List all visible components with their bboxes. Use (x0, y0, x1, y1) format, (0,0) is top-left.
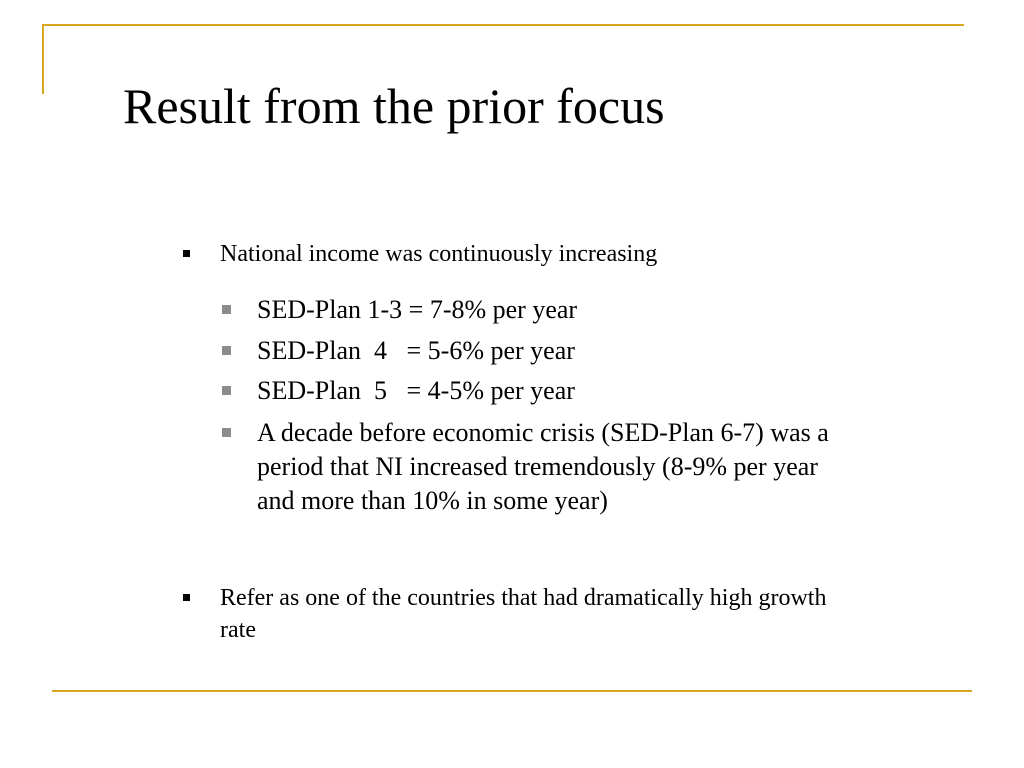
sub-bullet-text: SED-Plan 1-3 = 7-8% per year (257, 295, 578, 324)
square-sub-bullet-icon (222, 428, 231, 437)
bullet-text: National income was continuously increasing (220, 241, 658, 267)
sub-bullet-text: SED-Plan 5 = 4-5% per year (257, 376, 575, 405)
frame-bottom-rule (52, 690, 972, 692)
sub-bullet-text: A decade before economic crisis (SED-Plan 6-7) was a period that NI increased tremendously (8-9% per year and more than 10% in some year) (257, 418, 836, 515)
frame-left-rule (42, 24, 44, 94)
square-sub-bullet-icon (222, 346, 231, 355)
square-bullet-icon (183, 250, 190, 257)
square-bullet-icon (183, 594, 190, 601)
square-sub-bullet-icon (222, 386, 231, 395)
sub-bullet-text: SED-Plan 4 = 5-6% per year (257, 336, 575, 365)
slide-title: Result from the prior focus (123, 78, 665, 134)
square-sub-bullet-icon (222, 305, 231, 314)
bullet-text: Refer as one of the countries that had dramatically high growth rate (220, 585, 827, 643)
frame-top-rule (42, 24, 964, 26)
